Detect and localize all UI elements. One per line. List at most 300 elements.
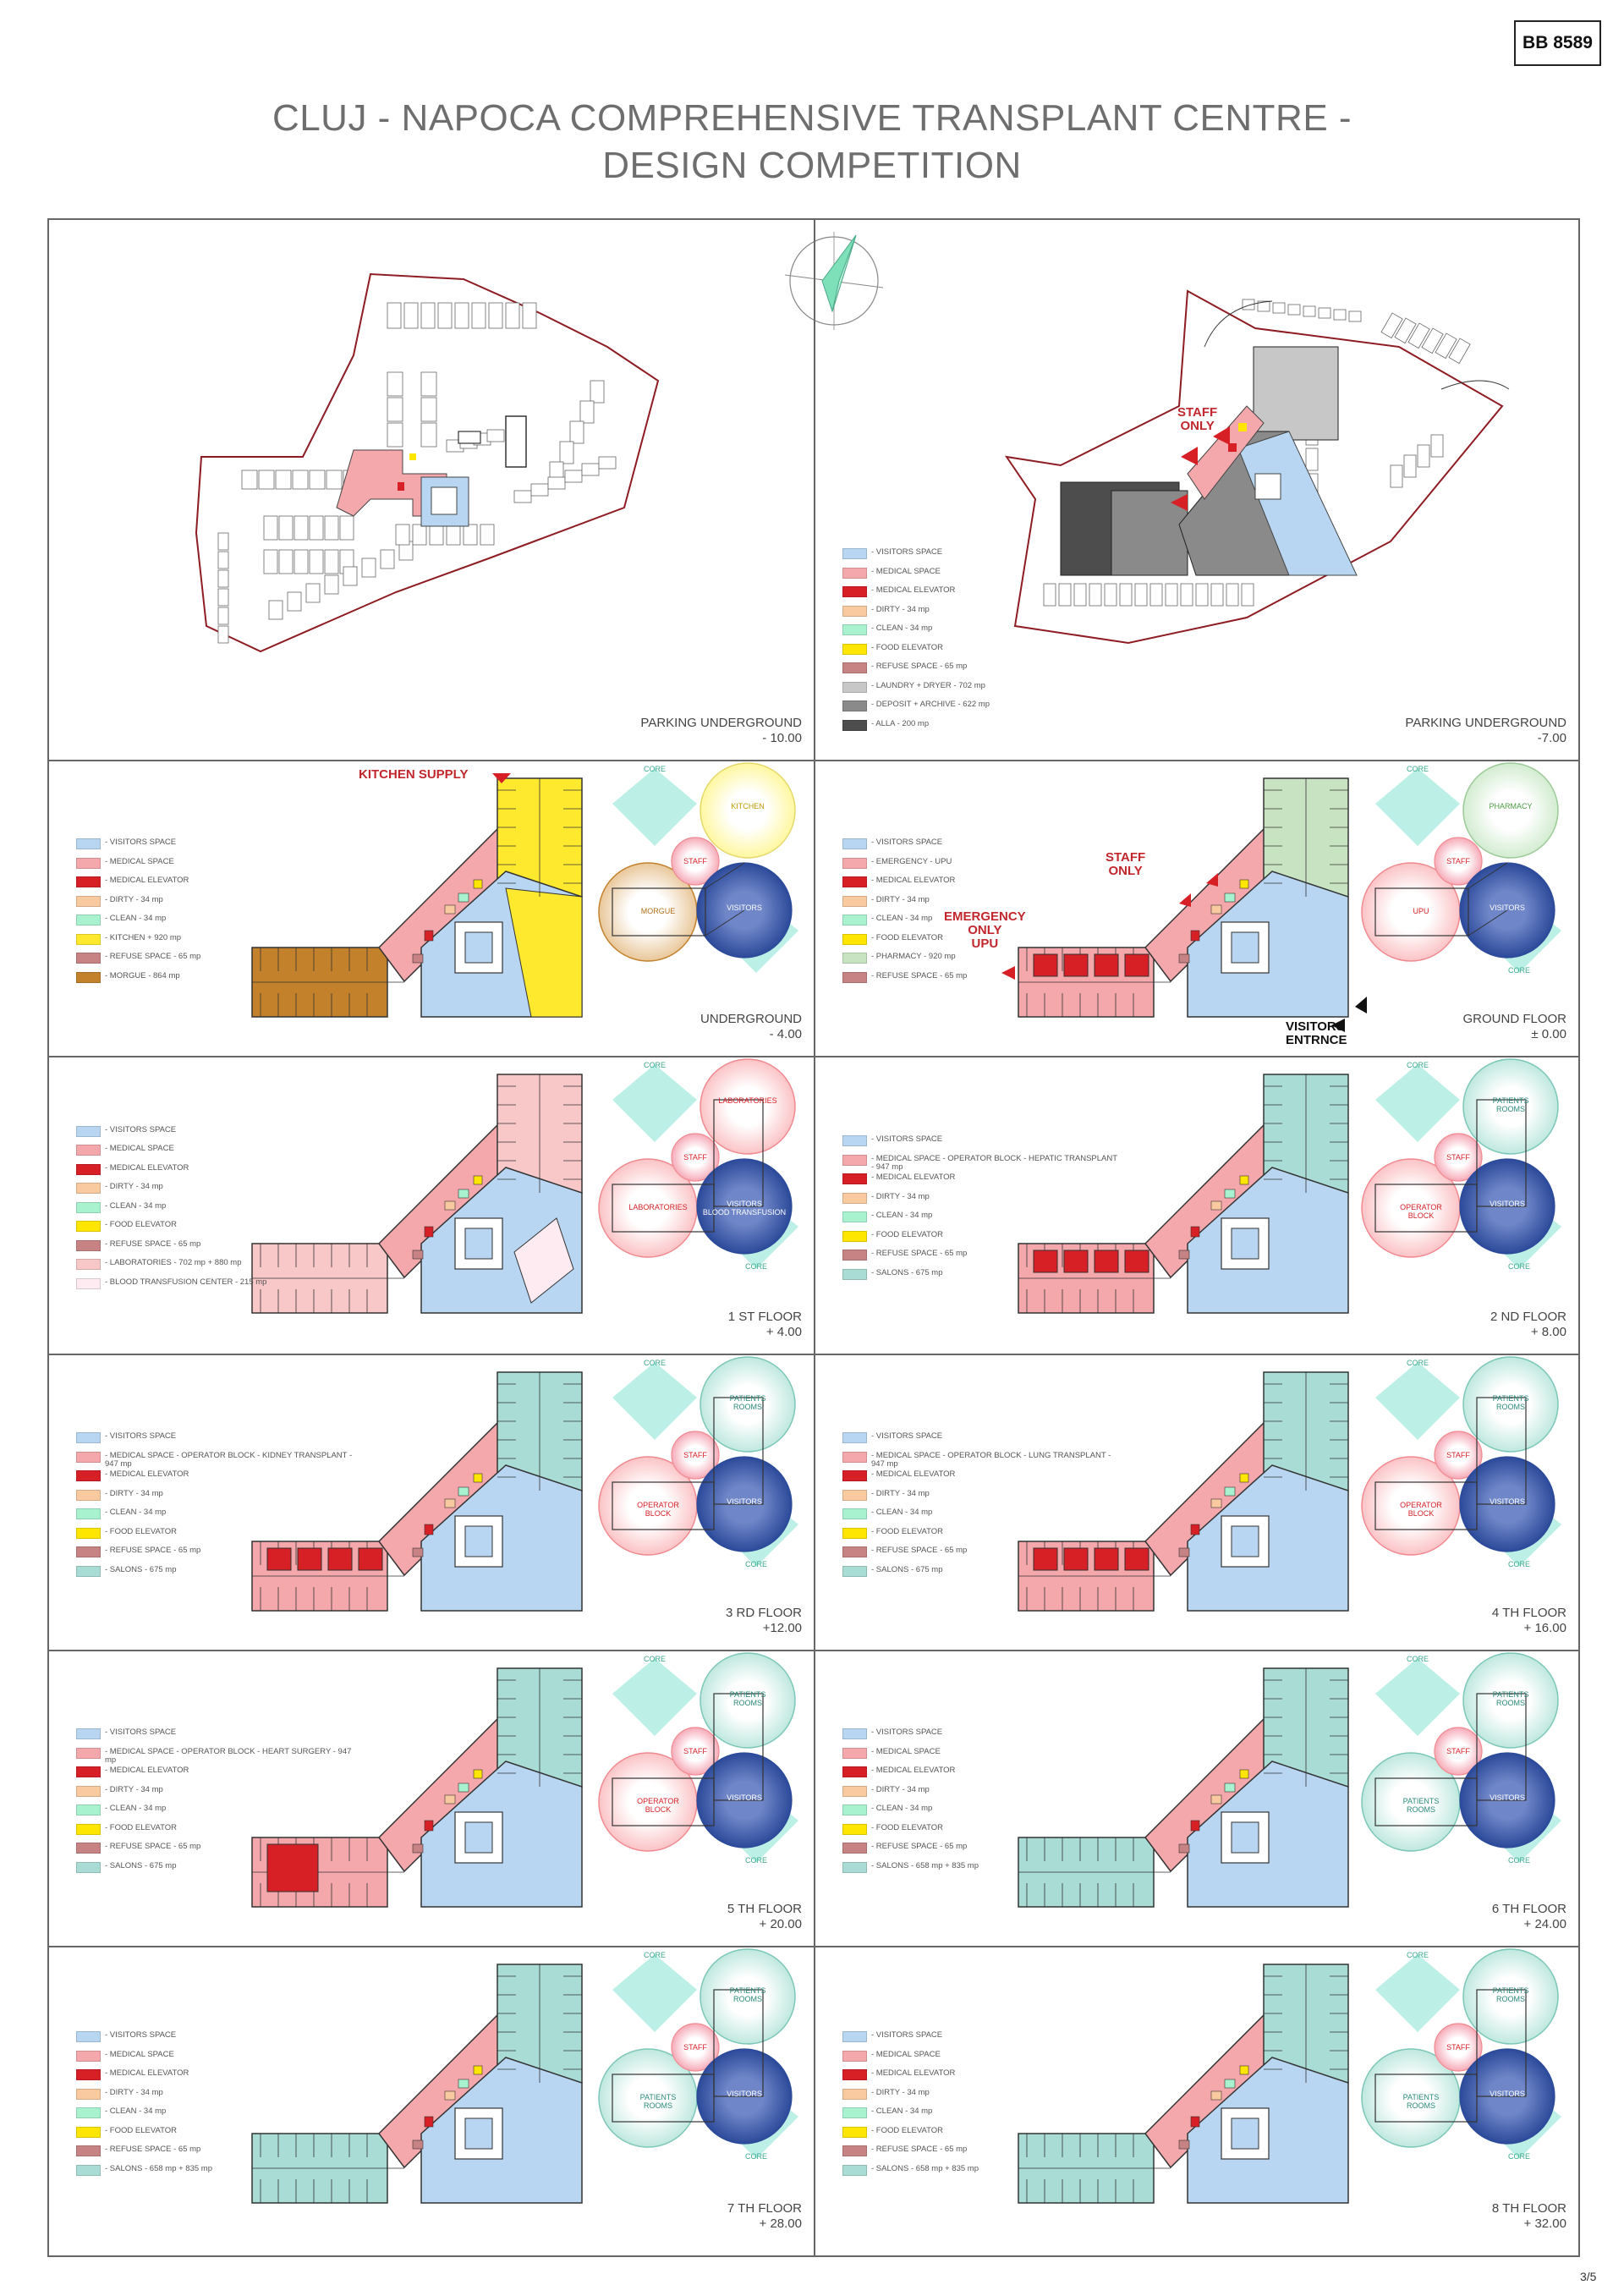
core-diamond bbox=[612, 1954, 697, 2032]
diagram-label bbox=[745, 2152, 767, 2161]
legend-label: - MEDICAL ELEVATOR bbox=[105, 876, 189, 885]
legend-label: - REFUSE SPACE - 65 mp bbox=[871, 1546, 968, 1555]
legend-item bbox=[842, 1843, 1122, 1862]
text-line: CORE bbox=[1507, 1560, 1531, 1568]
parking-stall bbox=[421, 398, 436, 421]
legend-swatch bbox=[76, 1786, 101, 1797]
site-boundary bbox=[196, 274, 658, 651]
parking-stall bbox=[1303, 306, 1315, 316]
text-line: CORE bbox=[1406, 765, 1429, 773]
legend-item bbox=[842, 1546, 1122, 1566]
text-line: CORE bbox=[1406, 1951, 1429, 1959]
legend-swatch bbox=[76, 2031, 101, 2042]
legend-label: - VISITORS SPACE bbox=[871, 1431, 943, 1441]
legend-label: - CLEAN - 34 mp bbox=[105, 1804, 167, 1813]
legend-label: - REFUSE SPACE - 65 mp bbox=[871, 2145, 968, 2154]
legend-swatch bbox=[842, 1269, 867, 1280]
text-line: VISITORS bbox=[1490, 1793, 1525, 1802]
legend-label: - SALONS - 675 mp bbox=[105, 1860, 177, 1870]
legend-swatch bbox=[842, 1135, 867, 1146]
parking-stall bbox=[430, 525, 443, 545]
parking-stall bbox=[560, 442, 573, 464]
parking-stall bbox=[1150, 584, 1162, 606]
food-elevator bbox=[474, 1474, 482, 1482]
clean-room bbox=[458, 2079, 469, 2088]
diagram-label bbox=[683, 1451, 707, 1459]
legend-label: - DIRTY - 34 mp bbox=[871, 1488, 930, 1498]
parking-stall bbox=[1181, 584, 1193, 606]
parking-stall bbox=[1135, 584, 1147, 606]
legend-swatch bbox=[842, 2127, 867, 2138]
text-line: BLOCK bbox=[1407, 1211, 1435, 1220]
diagram-label bbox=[1493, 1690, 1529, 1707]
text-line: VISITORS bbox=[1490, 1200, 1525, 1208]
diagram-label bbox=[727, 2090, 762, 2098]
floor-elevation: + 20.00 bbox=[759, 1917, 802, 1931]
legend-swatch bbox=[76, 858, 101, 869]
medical-elevator bbox=[1191, 1821, 1199, 1831]
legend-swatch bbox=[842, 1528, 867, 1539]
legend-item bbox=[76, 1240, 355, 1260]
legend-item bbox=[842, 644, 1122, 663]
legend-label: - SALONS - 675 mp bbox=[871, 1564, 943, 1574]
legend-label: - REFUSE SPACE - 65 mp bbox=[105, 1842, 201, 1851]
atrium bbox=[1232, 932, 1259, 963]
medical-elevator bbox=[1191, 2117, 1199, 2127]
diagram-label bbox=[727, 904, 762, 912]
floor-panel-floor-8 bbox=[815, 1947, 1578, 2257]
legend-item bbox=[76, 1508, 355, 1528]
legend-swatch bbox=[842, 1862, 867, 1873]
text-line: PATIENTS bbox=[639, 2093, 677, 2101]
floor-name: 2 ND FLOOR bbox=[1490, 1310, 1566, 1324]
text-line: VISITORS bbox=[1490, 2090, 1525, 2098]
reference-code-box bbox=[1514, 20, 1601, 66]
legend-label: - MEDICAL SPACE - OPERATOR BLOCK - HEART SURGERY - 947 mp bbox=[105, 1746, 352, 1765]
floor-level-label bbox=[727, 2201, 802, 2232]
legend-label: - MEDICAL ELEVATOR bbox=[871, 2068, 956, 2078]
diagram-label bbox=[1407, 765, 1429, 773]
diagram-label bbox=[1489, 802, 1532, 810]
reference-code: BB 8589 bbox=[1522, 33, 1593, 52]
legend-label: - FOOD ELEVATOR bbox=[871, 1526, 943, 1536]
legend bbox=[842, 2031, 1122, 2183]
legend-swatch bbox=[842, 682, 867, 693]
legend-item bbox=[76, 1786, 355, 1805]
dirty-room bbox=[1211, 905, 1221, 914]
page-title bbox=[0, 95, 1624, 190]
legend-swatch bbox=[76, 2107, 101, 2118]
zone-circle-top-right bbox=[700, 1059, 795, 1154]
diagram-label bbox=[727, 1793, 762, 1802]
legend-swatch bbox=[842, 2145, 867, 2156]
legend-item bbox=[842, 1566, 1122, 1585]
floor-panel-floor-7 bbox=[49, 1947, 815, 2257]
parking-stall bbox=[514, 491, 531, 503]
legend-item bbox=[842, 2127, 1122, 2146]
text-line: VISITORS bbox=[727, 2090, 762, 2098]
legend-item bbox=[842, 606, 1122, 625]
dirty-room bbox=[1211, 1795, 1221, 1804]
clean-room bbox=[1225, 1783, 1235, 1792]
legend-label: - DIRTY - 34 mp bbox=[105, 1784, 163, 1794]
legend-label: - FOOD ELEVATOR bbox=[105, 1220, 177, 1230]
legend-label: - EMERGENCY - UPU bbox=[871, 856, 952, 866]
diagram-label bbox=[1446, 1451, 1470, 1459]
relationship-diagram bbox=[1362, 1653, 1561, 1865]
legend-label: - MEDICAL SPACE bbox=[871, 2049, 941, 2059]
legend-swatch bbox=[76, 896, 101, 907]
legend-swatch bbox=[76, 2127, 101, 2138]
food-elevator bbox=[1238, 423, 1247, 431]
legend-label: - CLEAN - 34 mp bbox=[871, 1804, 933, 1813]
clean-room bbox=[458, 893, 469, 902]
courtyard bbox=[431, 487, 457, 514]
clean-room bbox=[1225, 893, 1235, 902]
floor-name: 6 TH FLOOR bbox=[1491, 1902, 1566, 1916]
legend-swatch bbox=[842, 2107, 867, 2118]
legend-label: - MEDICAL SPACE - OPERATOR BLOCK - LUNG TRANSPLANT - 947 mp bbox=[871, 1450, 1111, 1469]
legend-item bbox=[842, 1528, 1122, 1547]
parking-stall bbox=[1319, 308, 1330, 318]
legend-label: - DIRTY - 34 mp bbox=[871, 1191, 930, 1201]
legend-label: - KITCHEN + 920 mp bbox=[105, 932, 182, 942]
text-line: CORE bbox=[1507, 1262, 1531, 1271]
parking-stall bbox=[218, 533, 228, 550]
floor-name: 8 TH FLOOR bbox=[1491, 2201, 1566, 2216]
legend-item bbox=[842, 2165, 1122, 2184]
legend-label: - REFUSE SPACE - 65 mp bbox=[871, 1842, 968, 1851]
legend-label: - CLEAN - 34 mp bbox=[105, 1200, 167, 1211]
legend-label: - SALONS - 658 mp + 835 mp bbox=[105, 2163, 212, 2173]
diagram-label bbox=[1446, 1747, 1470, 1755]
parking-stall bbox=[472, 303, 486, 328]
legend-label: - MEDICAL ELEVATOR bbox=[105, 1766, 189, 1775]
text-line: ROOMS bbox=[643, 2101, 673, 2110]
parking-stall bbox=[1349, 311, 1361, 321]
text-line: STAFF bbox=[1446, 1153, 1470, 1162]
legend-item bbox=[842, 953, 1122, 972]
text-line: CORE bbox=[1507, 966, 1531, 975]
refuse-room bbox=[1179, 2140, 1189, 2149]
parking-stall bbox=[1211, 584, 1223, 606]
legend-swatch bbox=[76, 1566, 101, 1577]
parking-stall bbox=[396, 525, 409, 545]
medical-elevator bbox=[425, 2117, 433, 2127]
text-line: PATIENTS bbox=[1402, 1797, 1440, 1805]
text-line: PATIENTS bbox=[1492, 1394, 1529, 1403]
food-elevator bbox=[474, 880, 482, 888]
legend-label: - CLEAN - 34 mp bbox=[871, 623, 933, 633]
drawing-sheet bbox=[47, 218, 1580, 2257]
diagram-label bbox=[1490, 904, 1525, 912]
floor-level-label bbox=[1492, 2201, 1566, 2232]
legend-item bbox=[842, 568, 1122, 587]
diagram-label bbox=[683, 857, 707, 865]
floor-elevation: + 16.00 bbox=[1523, 1621, 1566, 1635]
text-line: ROOMS bbox=[1495, 1699, 1526, 1707]
legend-label: - FOOD ELEVATOR bbox=[105, 1526, 177, 1536]
floor-plan-drawing bbox=[49, 220, 815, 761]
refuse-room bbox=[413, 954, 423, 963]
legend-item bbox=[76, 1183, 355, 1202]
legend-swatch bbox=[842, 1432, 867, 1443]
parking-stall bbox=[464, 525, 477, 545]
parking-stall bbox=[1431, 435, 1443, 457]
parking-stall bbox=[269, 601, 283, 619]
legend-swatch bbox=[76, 1766, 101, 1777]
legend-item bbox=[76, 2031, 355, 2051]
parking-stall bbox=[570, 421, 584, 443]
legend-item bbox=[76, 2069, 355, 2089]
text-line: VISITORS bbox=[727, 1497, 762, 1506]
text-line: ROOMS bbox=[732, 1403, 763, 1411]
diagram-label bbox=[644, 1655, 666, 1663]
legend-label: - SALONS - 675 mp bbox=[105, 1564, 177, 1574]
title-line-1: CLUJ - NAPOCA COMPREHENSIVE TRANSPLANT CENTRE - bbox=[272, 97, 1352, 139]
diagram-label bbox=[1508, 1856, 1530, 1865]
floor-name: 3 RD FLOOR bbox=[725, 1606, 802, 1620]
legend-item bbox=[76, 1278, 355, 1298]
dirty-room bbox=[445, 1795, 455, 1804]
legend-swatch bbox=[842, 1508, 867, 1519]
parking-stall bbox=[293, 470, 308, 489]
legend-swatch bbox=[842, 2069, 867, 2080]
legend-label: - DIRTY - 34 mp bbox=[871, 1784, 930, 1794]
legend-label: - VISITORS SPACE bbox=[105, 1431, 177, 1441]
floor-panel-floor-3 bbox=[49, 1355, 815, 1651]
legend-label: - MEDICAL ELEVATOR bbox=[871, 1766, 956, 1775]
diagram-label bbox=[731, 802, 765, 810]
floor-level-label bbox=[1490, 1310, 1566, 1340]
legend bbox=[76, 838, 355, 991]
diagram-label bbox=[1403, 1797, 1440, 1814]
legend-swatch bbox=[76, 2089, 101, 2100]
legend-item bbox=[76, 896, 355, 915]
legend-swatch bbox=[76, 1240, 101, 1251]
parking-stall bbox=[1391, 465, 1402, 487]
text-line: ROOMS bbox=[1495, 1995, 1526, 2003]
parking-stall bbox=[276, 470, 291, 489]
text-line: CORE bbox=[1406, 1061, 1429, 1069]
legend-item bbox=[76, 1259, 355, 1278]
diagram-label bbox=[1490, 1200, 1525, 1208]
parking-stall bbox=[343, 567, 357, 585]
legend-label: - VISITORS SPACE bbox=[871, 1134, 943, 1144]
core-diamond bbox=[1375, 1658, 1460, 1736]
text-line: ROOMS bbox=[1406, 1805, 1436, 1814]
legend-item bbox=[842, 1786, 1122, 1805]
legend bbox=[842, 1135, 1122, 1288]
relationship-diagram bbox=[1362, 763, 1561, 975]
legend-label: - SALONS - 658 mp + 835 mp bbox=[871, 2163, 979, 2173]
legend-label: - FOOD ELEVATOR bbox=[105, 1822, 177, 1832]
text-line: OPERATOR bbox=[637, 1501, 679, 1509]
diagram-label bbox=[1490, 1793, 1525, 1802]
legend-item bbox=[76, 1432, 355, 1452]
floor-name: 5 TH FLOOR bbox=[727, 1902, 802, 1916]
legend-item bbox=[76, 2107, 355, 2127]
legend-label: - DIRTY - 34 mp bbox=[105, 1182, 163, 1192]
legend-swatch bbox=[842, 1766, 867, 1777]
text-line: LABORATORIES bbox=[628, 1203, 688, 1211]
floor-level-label bbox=[726, 1606, 802, 1636]
text-line: BLOCK bbox=[645, 1509, 672, 1518]
text-line: VISITORS bbox=[727, 904, 762, 912]
parking-stall bbox=[421, 372, 436, 396]
parking-stall bbox=[1166, 584, 1177, 606]
diagram-label bbox=[640, 2093, 677, 2110]
diagram-label bbox=[683, 1747, 707, 1755]
floor-level-label bbox=[1462, 1012, 1566, 1042]
ramp bbox=[458, 431, 480, 443]
legend-swatch bbox=[76, 1843, 101, 1854]
legend-label: - CLEAN - 34 mp bbox=[871, 1508, 933, 1517]
parking-stall bbox=[1226, 584, 1238, 606]
legend-label: - MEDICAL ELEVATOR bbox=[871, 585, 956, 595]
parking-stall bbox=[1288, 305, 1300, 315]
legend-label: - FOOD ELEVATOR bbox=[871, 932, 943, 942]
relationship-diagram bbox=[599, 763, 798, 973]
refuse-room bbox=[1179, 954, 1189, 963]
legend-swatch bbox=[76, 934, 101, 945]
clean-room bbox=[1225, 2079, 1235, 2088]
diagram-label bbox=[1508, 966, 1530, 975]
relationship-diagram bbox=[599, 1059, 798, 1271]
legend-swatch bbox=[76, 1748, 101, 1759]
dirty-room bbox=[1211, 1499, 1221, 1508]
legend-item bbox=[76, 1728, 355, 1748]
legend-item bbox=[842, 1748, 1122, 1767]
legend-item bbox=[76, 1202, 355, 1222]
legend-swatch bbox=[842, 1804, 867, 1815]
legend-swatch bbox=[842, 2165, 867, 2176]
legend-swatch bbox=[842, 1211, 867, 1222]
legend-item bbox=[842, 1135, 1122, 1155]
legend bbox=[842, 1728, 1122, 1881]
legend-swatch bbox=[842, 1250, 867, 1261]
legend-item bbox=[76, 915, 355, 934]
legend-swatch bbox=[76, 2069, 101, 2080]
core-diamond bbox=[612, 1064, 697, 1142]
clean-room bbox=[458, 1783, 469, 1792]
legend-swatch bbox=[76, 1490, 101, 1501]
text-line: ROOMS bbox=[732, 1995, 763, 2003]
parking-stall bbox=[218, 589, 228, 606]
text-line: CORE bbox=[744, 2152, 768, 2161]
text-line: STAFF bbox=[683, 1451, 707, 1459]
legend-swatch bbox=[76, 876, 101, 887]
legend-swatch bbox=[842, 2031, 867, 2042]
parking-stall bbox=[310, 516, 323, 540]
refuse-room bbox=[1179, 1844, 1189, 1853]
floor-elevation: + 8.00 bbox=[1530, 1325, 1566, 1339]
parking-stall bbox=[387, 372, 403, 396]
text-line: STAFF bbox=[1446, 2043, 1470, 2052]
legend-swatch bbox=[76, 838, 101, 849]
legend-item bbox=[842, 2145, 1122, 2165]
diagram-label bbox=[641, 907, 676, 915]
parking-stall bbox=[413, 525, 426, 545]
text-line: OPERATOR bbox=[637, 1797, 679, 1805]
atrium bbox=[1232, 1526, 1259, 1557]
legend-item bbox=[842, 1155, 1122, 1174]
legend-swatch bbox=[76, 915, 101, 926]
clean-room bbox=[1225, 1487, 1235, 1496]
floor-name: UNDERGROUND bbox=[700, 1012, 802, 1026]
legend-item bbox=[76, 1221, 355, 1240]
legend-label: - MEDICAL ELEVATOR bbox=[105, 1469, 189, 1479]
diagram-label bbox=[745, 1262, 767, 1271]
floor-panel-parking-10 bbox=[49, 220, 815, 761]
legend-item bbox=[842, 682, 1122, 701]
dirty-room bbox=[445, 1201, 455, 1210]
text-line: PATIENTS bbox=[1492, 1096, 1529, 1105]
legend-label: - VISITORS SPACE bbox=[105, 1727, 177, 1737]
legend-item bbox=[76, 1843, 355, 1862]
floor-level-label bbox=[1492, 1606, 1566, 1636]
parking-stall bbox=[381, 550, 394, 569]
plan-annotation: STAFF ONLY bbox=[1177, 405, 1218, 433]
floor-panel-ground bbox=[815, 761, 1578, 1057]
text-line: CORE bbox=[1406, 1655, 1429, 1663]
atrium bbox=[465, 932, 492, 963]
floor-name: 1 ST FLOOR bbox=[727, 1310, 802, 1324]
legend-label: - MEDICAL ELEVATOR bbox=[105, 1162, 189, 1173]
legend-label: - DIRTY - 34 mp bbox=[105, 1488, 163, 1498]
legend-swatch bbox=[76, 2051, 101, 2062]
text-line: CORE bbox=[744, 1262, 768, 1271]
legend-swatch bbox=[76, 1221, 101, 1232]
food-elevator bbox=[1240, 1474, 1248, 1482]
legend-item bbox=[842, 548, 1122, 568]
zone-circle-top-right bbox=[700, 763, 795, 858]
legend-item bbox=[842, 1269, 1122, 1288]
parking-stall bbox=[565, 470, 582, 482]
floor-name: GROUND FLOOR bbox=[1462, 1012, 1566, 1026]
legend-item bbox=[76, 2127, 355, 2146]
legend-swatch bbox=[842, 915, 867, 926]
parking-stall bbox=[1418, 445, 1429, 467]
legend-item bbox=[842, 876, 1122, 896]
food-elevator bbox=[1240, 2066, 1248, 2074]
text-line: ROOMS bbox=[732, 1699, 763, 1707]
text-line: KITCHEN bbox=[731, 802, 765, 810]
diagram-label bbox=[1493, 1096, 1529, 1113]
parking-stall bbox=[279, 550, 293, 574]
legend-label: - VISITORS SPACE bbox=[105, 2030, 177, 2040]
text-line: PATIENTS bbox=[1402, 2093, 1440, 2101]
parking-stall bbox=[294, 550, 308, 574]
diagram-label bbox=[1446, 857, 1470, 865]
legend-swatch bbox=[842, 1566, 867, 1577]
text-line: PATIENTS bbox=[729, 1394, 766, 1403]
parking-stall bbox=[288, 592, 301, 611]
legend-item bbox=[842, 1728, 1122, 1748]
parking-stall bbox=[310, 470, 325, 489]
food-elevator bbox=[409, 453, 416, 460]
legend-item bbox=[842, 1470, 1122, 1490]
legend-item bbox=[76, 1804, 355, 1824]
text-line: CORE bbox=[744, 1856, 768, 1865]
legend-swatch bbox=[842, 568, 867, 579]
legend-swatch bbox=[76, 1470, 101, 1481]
food-elevator bbox=[1240, 1176, 1248, 1184]
text-line: CORE bbox=[1406, 1359, 1429, 1367]
text-line: VISITORS bbox=[1490, 1497, 1525, 1506]
floor-panel-floor-1 bbox=[49, 1057, 815, 1355]
text-line: STAFF bbox=[1446, 1747, 1470, 1755]
